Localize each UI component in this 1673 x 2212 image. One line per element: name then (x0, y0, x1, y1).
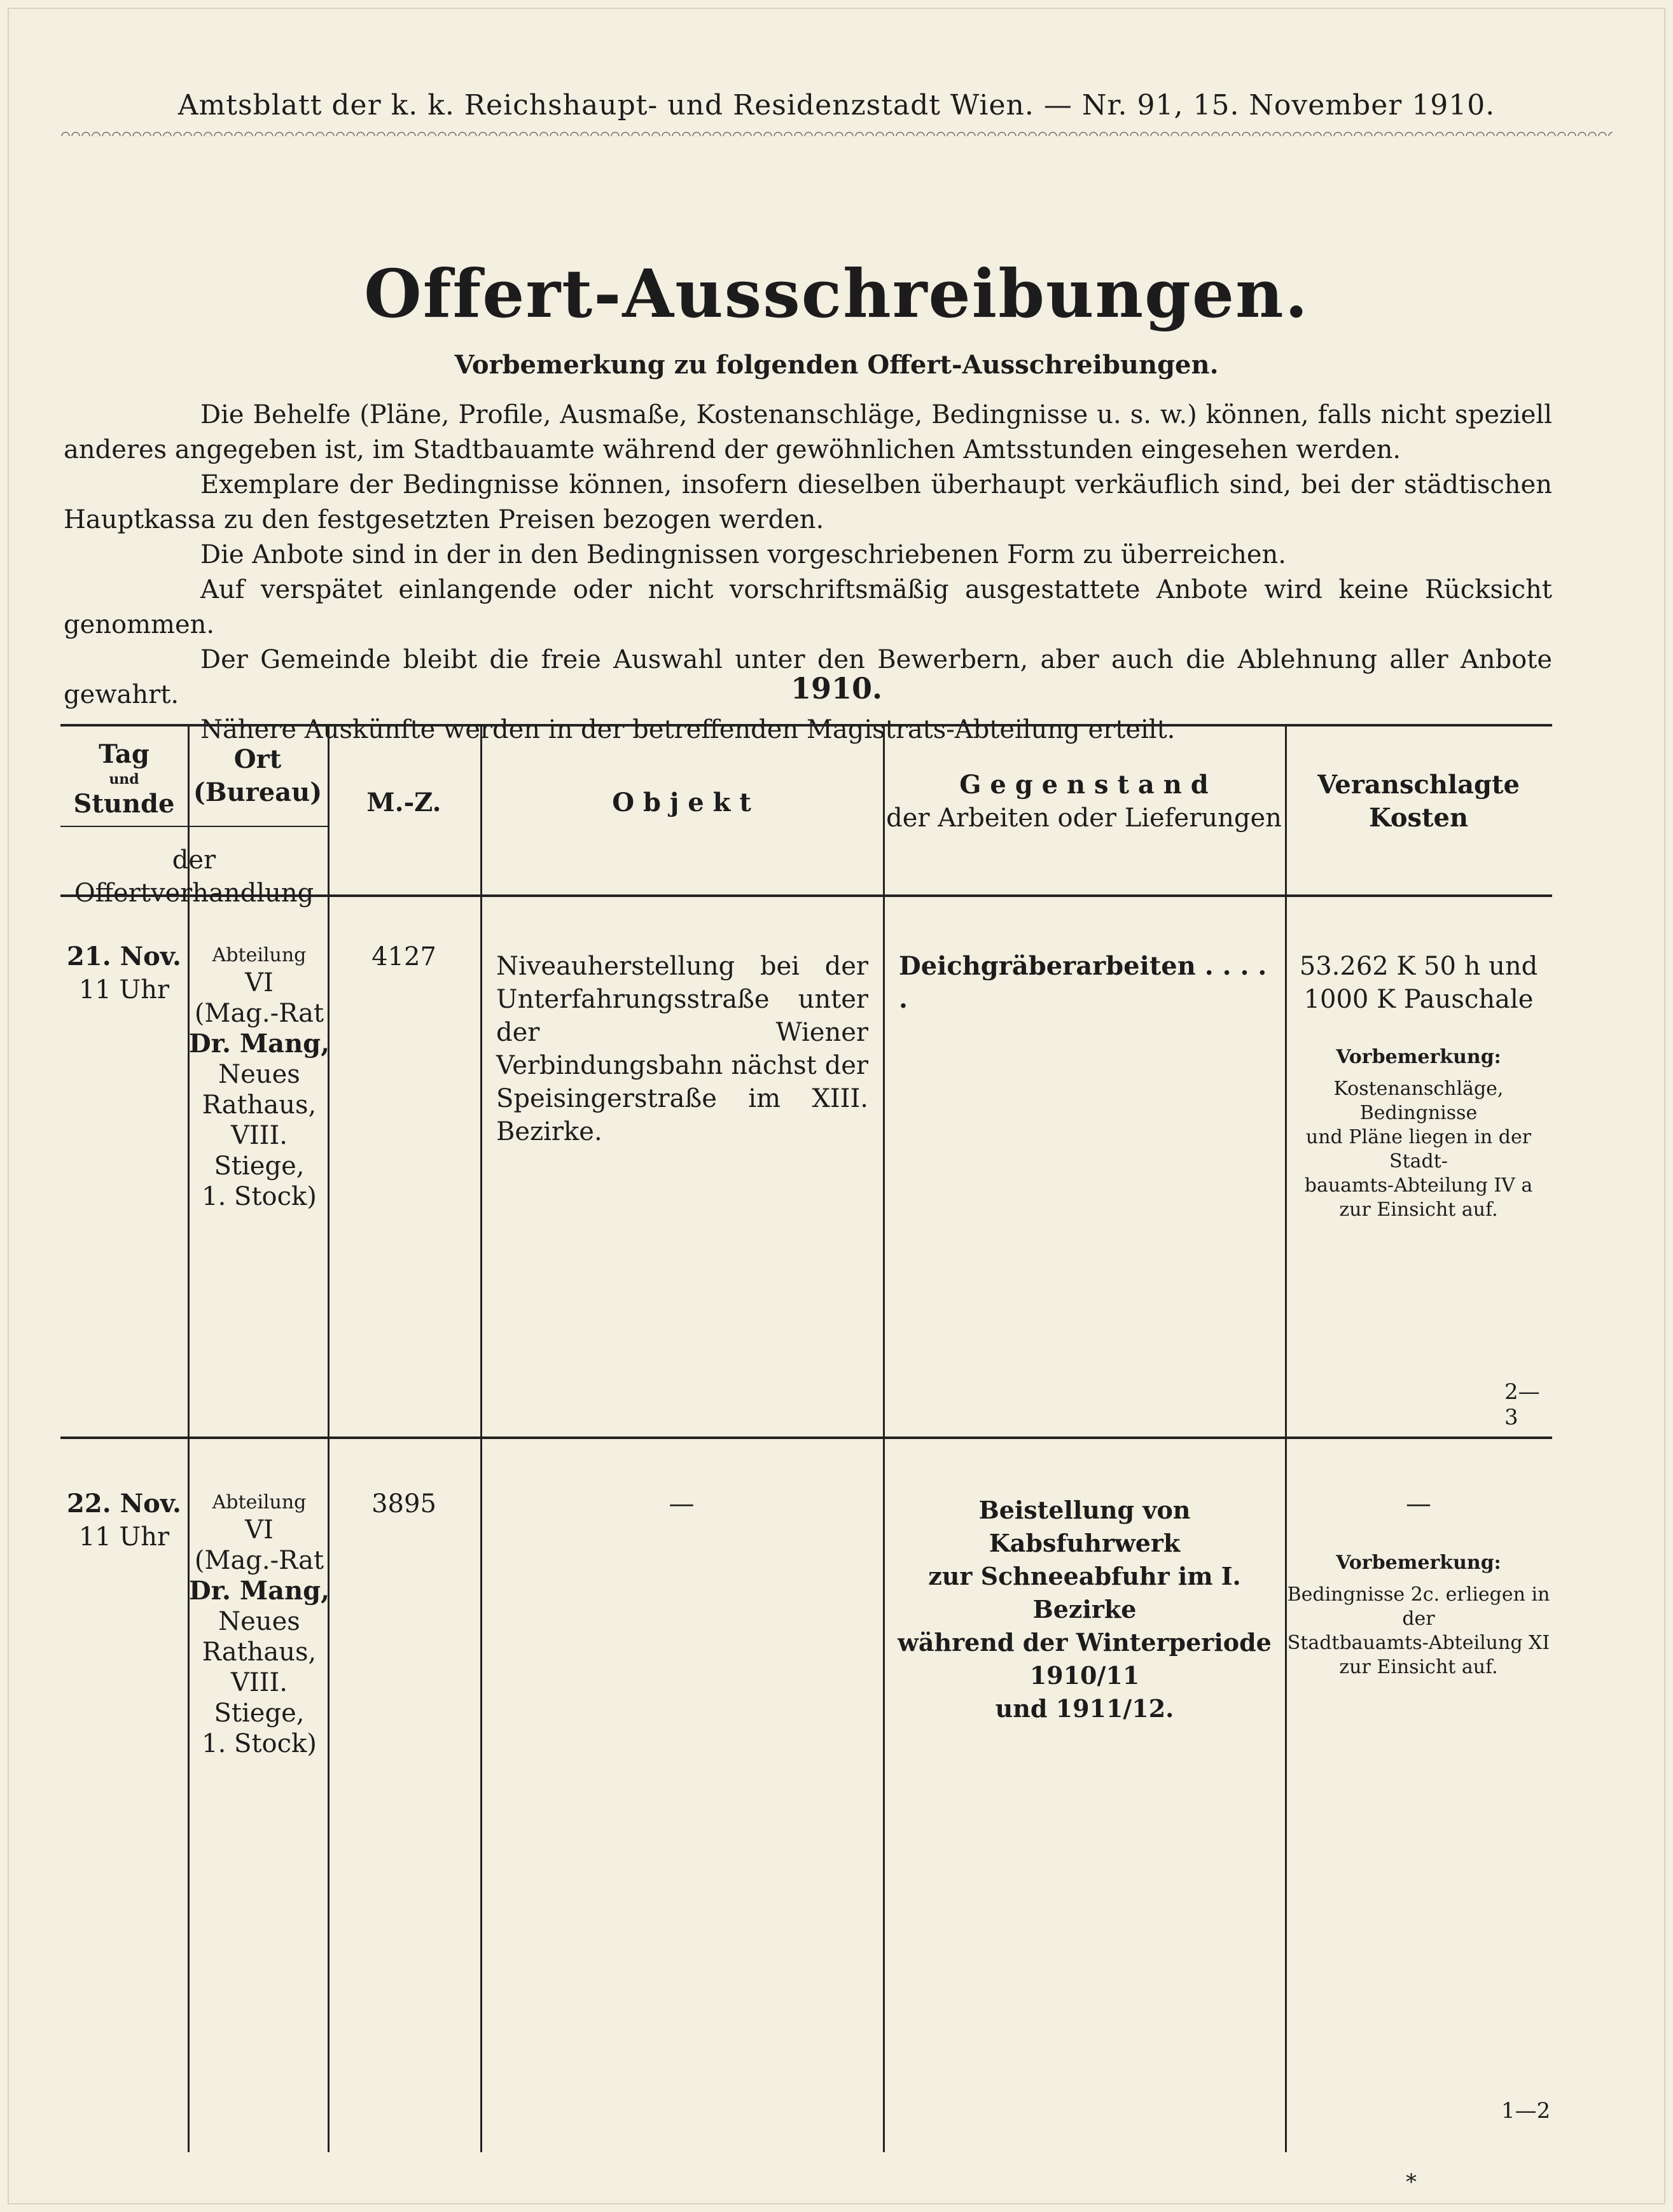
row2-ort-line: VI (245, 1515, 274, 1545)
row1-vorbemerkung-line: zur Einsicht auf. (1339, 1199, 1498, 1221)
row1-date-time (60, 940, 188, 1006)
row2-vorbemerkung (1285, 1551, 1552, 1680)
wavy-rule (60, 127, 1613, 136)
row1-vorbemerkung-line: bauamts-Abteilung IV a (1304, 1174, 1533, 1197)
row1-ort-line: VIII. (230, 1121, 288, 1150)
row2-ort-line: VIII. (230, 1668, 288, 1697)
row1-vorbemerkung (1285, 1045, 1552, 1222)
row1-gegenstand: Deichgräberarbeiten . . . . . (899, 951, 1267, 1014)
row1-ort-line: Neues (218, 1060, 300, 1089)
column-rule (1285, 724, 1287, 2152)
row1-kosten-line: 53.262 K 50 h und (1299, 952, 1538, 981)
row1-ort-line: Stiege, (214, 1151, 305, 1181)
header-stunde: Stunde (73, 789, 175, 819)
row2-date: 22. Nov. (67, 1489, 181, 1519)
table-top-rule (60, 724, 1552, 727)
row2-mz: 3895 (371, 1489, 436, 1519)
row1-date: 21. Nov. (67, 942, 181, 971)
row2-date-time (60, 1487, 188, 1554)
column-rule (480, 724, 482, 2152)
row2-ort-line: Dr. Mang, (188, 1576, 330, 1606)
row1-ort-line: 1. Stock) (202, 1182, 317, 1211)
row2-ort (188, 1491, 331, 1759)
row2-gegenstand-line: Beistellung von Kabsfuhrwerk (978, 1496, 1191, 1557)
row2-ort-line: 1. Stock) (202, 1729, 317, 1758)
row2-gegenstand (887, 1494, 1282, 1725)
row2-ort-line: Rathaus, (202, 1638, 317, 1667)
row1-ort-line: Rathaus, (202, 1090, 317, 1120)
header-offertverhandlung: der Offertverhandlung (74, 845, 314, 908)
offer-table (60, 724, 1552, 2152)
row2-mark: 1—2 (1501, 2098, 1551, 2124)
column-rule (328, 724, 330, 2152)
row2-ort-line: Stiege, (214, 1699, 305, 1728)
header-gegenstand (883, 769, 1285, 835)
row2-objekt: — (669, 1489, 695, 1519)
header-ort (188, 743, 328, 809)
row2-ort-line: (Mag.-Rat (194, 1546, 324, 1575)
year-heading: 1910. (790, 671, 883, 706)
row1-kosten-line: 1000 K Pauschale (1303, 985, 1534, 1014)
row1-ort-line: Dr. Mang, (188, 1029, 330, 1059)
intro-paragraph: Die Behelfe (Pläne, Profile, Ausmaße, Kostenanschläge, Bedingnisse u. s. w.) können, falls nicht speziell anderes angegeben ist, im Stadtbauamte während der gewöhnlichen Amtsstunden eingesehen werden. (64, 400, 1552, 464)
row1-ort-line: VI (245, 968, 274, 998)
header-kosten-line: Veranschlagte (1317, 770, 1520, 800)
row1-vorbemerkung-line: Kostenanschläge, Bedingnisse (1333, 1078, 1504, 1124)
header-bureau: (Bureau) (193, 777, 323, 807)
page-title: Offert-Ausschreibungen. (364, 254, 1309, 333)
row1-kosten (1285, 950, 1552, 1016)
row1-ort-line: (Mag.-Rat (194, 999, 324, 1028)
header-ort-label: Ort (233, 744, 282, 774)
row2-gegenstand-line: zur Schneeabfuhr im I. Bezirke (928, 1562, 1241, 1624)
row2-gegenstand-line: während der Winterperiode 1910/11 (898, 1628, 1272, 1690)
row1-abteilung: Abteilung (212, 944, 307, 966)
row1-time: 11 Uhr (78, 975, 170, 1005)
row-divider (60, 1436, 1552, 1439)
row2-time: 11 Uhr (78, 1522, 170, 1552)
footer-mark: * (1406, 2169, 1417, 2195)
header-divider (60, 826, 328, 827)
column-rule (188, 724, 190, 2152)
row1-mark: 2—3 (1504, 1379, 1540, 1430)
intro-paragraph: Exemplare der Bedingnisse können, insofern dieselben überhaupt verkäuflich sind, bei der städtischen Hauptkassa zu den festgesetzten Preisen bezogen werden. (64, 470, 1552, 534)
column-rule (883, 724, 885, 2152)
row1-vorbemerkung-line: und Pläne liegen in der Stadt- (1305, 1126, 1532, 1172)
row1-objekt: Niveauherstellung bei der Unterfahrungsstraße unter der Wiener Verbindungsbahn nächst der Speisingerstraße im XIII. Bezirke. (496, 952, 868, 1146)
header-mz: M.-Z. (366, 788, 441, 817)
header-tag-stunde (60, 738, 188, 821)
running-head: Amtsblatt der k. k. Reichshaupt- und Residenzstadt Wien. — Nr. 91, 15. November 1910. (177, 89, 1496, 122)
header-tag: Tag (99, 739, 149, 769)
row2-abteilung: Abteilung (212, 1491, 307, 1513)
intro-paragraph: Die Anbote sind in der in den Bedingnissen vorgeschriebenen Form zu überreichen. (200, 540, 1287, 569)
intro-paragraph: Der Gemeinde bleibt die freie Auswahl unter den Bewerbern, aber auch die Ablehnung aller Anbote gewahrt. (64, 645, 1552, 709)
header-objekt: O b j e k t (612, 788, 751, 817)
header-gegenstand-sub: der Arbeiten oder Lieferungen (886, 803, 1282, 833)
row2-vorbemerkung-line: Stadtbauamts-Abteilung XI (1287, 1632, 1550, 1654)
subtitle: Vorbemerkung zu folgenden Offert-Ausschreibungen. (454, 350, 1219, 380)
header-kosten-line: Kosten (1368, 803, 1469, 833)
header-gegenstand-label: G e g e n s t a n d (959, 770, 1209, 800)
row2-ort-line: Neues (218, 1607, 300, 1636)
intro-paragraph: Nähere Auskünfte werden in der betreffenden Magistrats-Abteilung erteilt. (200, 715, 1176, 744)
row2-kosten: — (1406, 1489, 1431, 1519)
row2-vorbemerkung-line: zur Einsicht auf. (1339, 1656, 1498, 1678)
row1-ort (188, 943, 331, 1212)
row1-vorbemerkung-title: Vorbemerkung: (1336, 1046, 1501, 1068)
row2-vorbemerkung-line: Bedingnisse 2c. erliegen in der (1287, 1583, 1550, 1630)
header-kosten (1285, 769, 1552, 835)
row2-gegenstand-line: und 1911/12. (995, 1694, 1174, 1723)
header-und: und (109, 771, 139, 788)
row2-vorbemerkung-title: Vorbemerkung: (1336, 1552, 1501, 1574)
intro-paragraph: Auf verspätet einlangende oder nicht vorschriftsmäßig ausgestattete Anbote wird keine Rücksicht genommen. (64, 575, 1552, 639)
row1-mz: 4127 (371, 942, 436, 971)
